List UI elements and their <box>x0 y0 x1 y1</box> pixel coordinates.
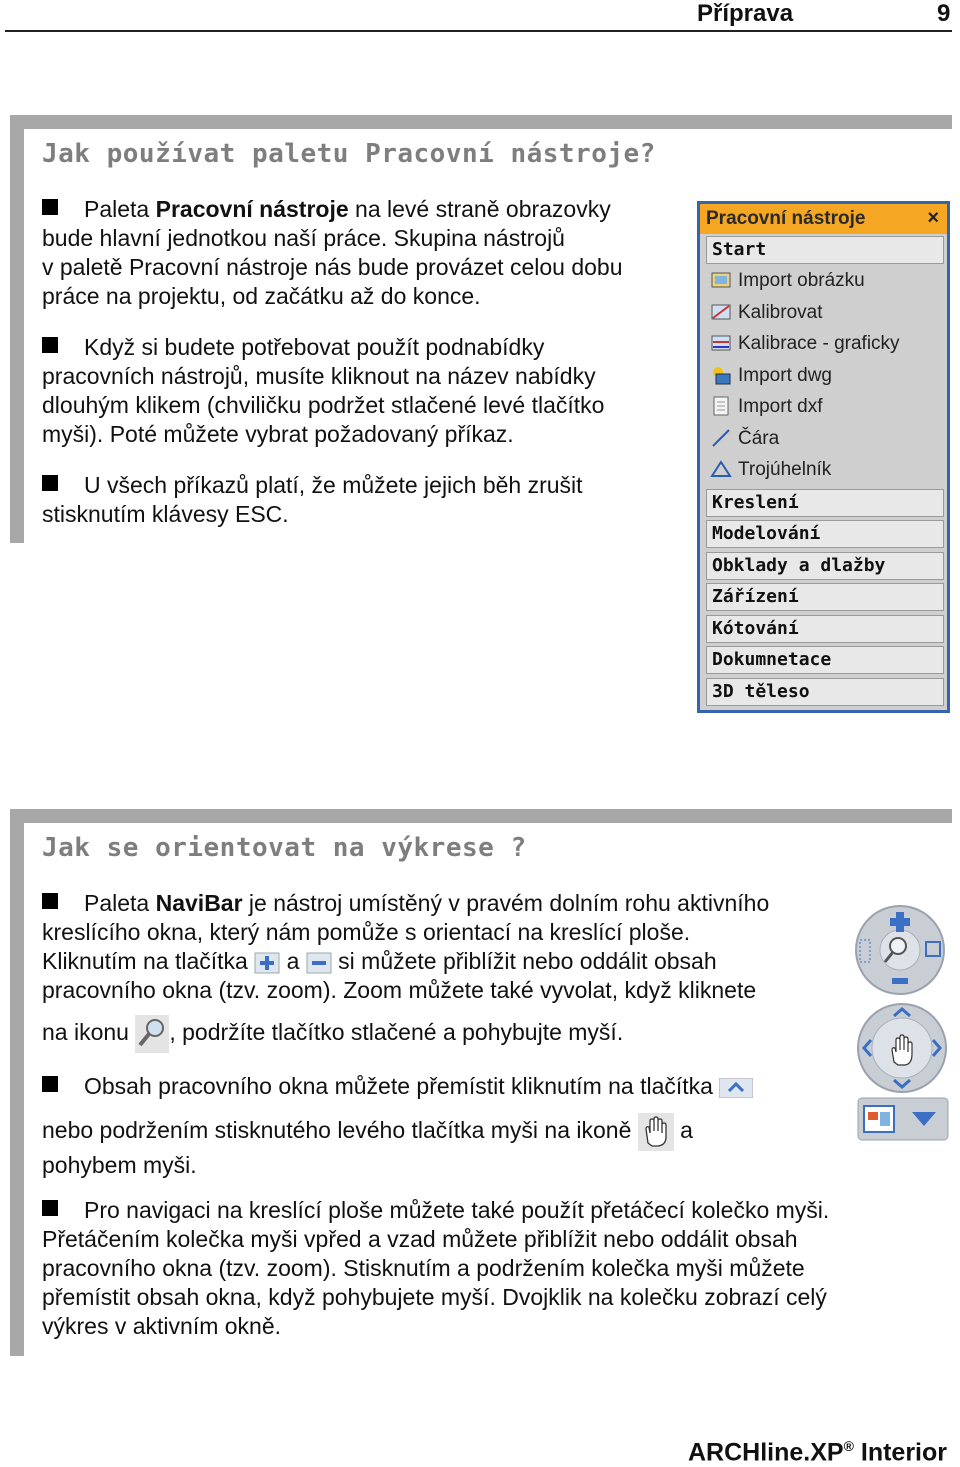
pan-up-arrow-icon[interactable] <box>719 1078 753 1098</box>
hand-icon[interactable] <box>638 1113 674 1151</box>
navibar-widget <box>852 904 952 1144</box>
palette-item-line[interactable]: Čára <box>710 425 779 453</box>
palette-group-start[interactable]: Start <box>706 236 944 264</box>
section-2-paragraph-3: Pro navigaci na kreslící ploše můžete také použít přetáčecí kolečko myši. Přetáčením kolečka myši vpřed a vzad můžete přiblížit nebo oddálit obsah pracovního okna (tzv. zoom). Stisknutím a podržením kolečka myši můžete přemístit obsah okna, když pohybujete myší. Dvojklik na kolečku zobrazí celý výkres v aktivním okně. <box>42 1197 830 1339</box>
palette-item-calibrate-graphic[interactable]: Kalibrace - graficky <box>710 330 900 358</box>
palette-item-calibrate[interactable]: Kalibrovat <box>710 299 823 327</box>
dwg-import-icon <box>710 364 732 386</box>
line-icon <box>710 427 732 449</box>
bullet-icon <box>42 475 58 491</box>
zoom-out-icon[interactable] <box>306 952 332 974</box>
section-2-top-bar <box>10 809 952 823</box>
palette-item-import-image[interactable]: Import obrázku <box>710 267 865 295</box>
magnifier-icon[interactable] <box>135 1015 169 1053</box>
page-header <box>5 0 952 32</box>
palette-group-equipment[interactable]: Zářízení <box>706 583 944 611</box>
palette-title: Pracovní nástroje <box>706 208 866 229</box>
bullet-icon <box>42 1076 58 1092</box>
section-1-side-bar <box>10 115 24 543</box>
section-2-paragraph-2: Obsah pracovního okna můžete přemístit kliknutím na tlačítka nebo podržením stisknutého levého tlačítka myši na ikoně a pohybem myši. <box>42 1072 753 1180</box>
bullet-icon <box>42 893 58 909</box>
chapter-title: Příprava <box>697 0 794 27</box>
zoom-wheel[interactable] <box>856 906 944 994</box>
palette-item-triangle[interactable]: Trojúhelník <box>710 456 831 484</box>
pan-wheel[interactable] <box>858 1004 946 1092</box>
close-icon[interactable]: × <box>927 207 939 229</box>
navibar-bottom-buttons[interactable] <box>858 1098 948 1140</box>
section-1-paragraph-1: Paleta Pracovní nástroje na levé straně obrazovky bude hlavní jednotkou naší práce. Skupina nástrojů v paletě Pracovní nástroje nás bude provázet celou dobu práce na projektu, od začátku až do konce. <box>42 196 623 309</box>
zoom-in-icon[interactable] <box>254 952 280 974</box>
work-tools-palette <box>697 201 950 713</box>
palette-group-documentation[interactable]: Dokumnetace <box>706 646 944 674</box>
palette-item-import-dwg[interactable]: Import dwg <box>710 362 832 390</box>
palette-group-drawing[interactable]: Kreslení <box>706 489 944 517</box>
image-import-icon <box>710 269 732 291</box>
section-1-top-bar <box>10 115 952 129</box>
page-number: 9 <box>937 0 951 27</box>
palette-group-dimensioning[interactable]: Kótování <box>706 615 944 643</box>
section-2-paragraph-1: Paleta NaviBar je nástroj umístěný v pravém dolním rohu aktivního kreslícího okna, který nám pomůže s orientací na kreslící ploše. Kliknutím na tlačítka a si můžete přiblížit nebo oddálit obsah pracovního okna (tzv. zoom). Zoom můžete také vyvolat, když kliknete na ikonu , podržíte tlačítko stlačené a pohybujte myší. <box>42 889 769 1053</box>
calibrate-graphic-icon <box>710 332 732 354</box>
section-2-title: Jak se orientovat na výkrese ? <box>42 833 527 863</box>
bullet-icon <box>42 1200 58 1216</box>
calibrate-icon <box>710 301 732 323</box>
bullet-icon <box>42 337 58 353</box>
palette-item-import-dxf[interactable]: Import dxf <box>710 393 822 421</box>
palette-title-bar <box>700 204 947 234</box>
dxf-import-icon <box>710 395 732 417</box>
palette-group-3d-solid[interactable]: 3D těleso <box>706 678 944 706</box>
triangle-icon <box>710 458 732 480</box>
palette-group-modeling[interactable]: Modelování <box>706 520 944 548</box>
bullet-icon <box>42 199 58 215</box>
section-1-paragraph-2: Když si budete potřebovat použít podnabídky pracovních nástrojů, musíte kliknout na název nabídky dlouhým klikem (chviličku podržet stlačené levé tlačítko myši). Poté můžete vybrat požadovaný příkaz. <box>42 334 605 447</box>
section-1-paragraph-3: U všech příkazů platí, že můžete jejich běh zrušit stisknutím klávesy ESC. <box>42 472 583 527</box>
footer-brand: ARCHline.XP® Interior <box>688 1438 947 1467</box>
section-2-side-bar <box>10 809 24 1356</box>
section-1-title: Jak používat paletu Pracovní nástroje? <box>42 139 656 169</box>
palette-group-tiles[interactable]: Obklady a dlažby <box>706 552 944 580</box>
